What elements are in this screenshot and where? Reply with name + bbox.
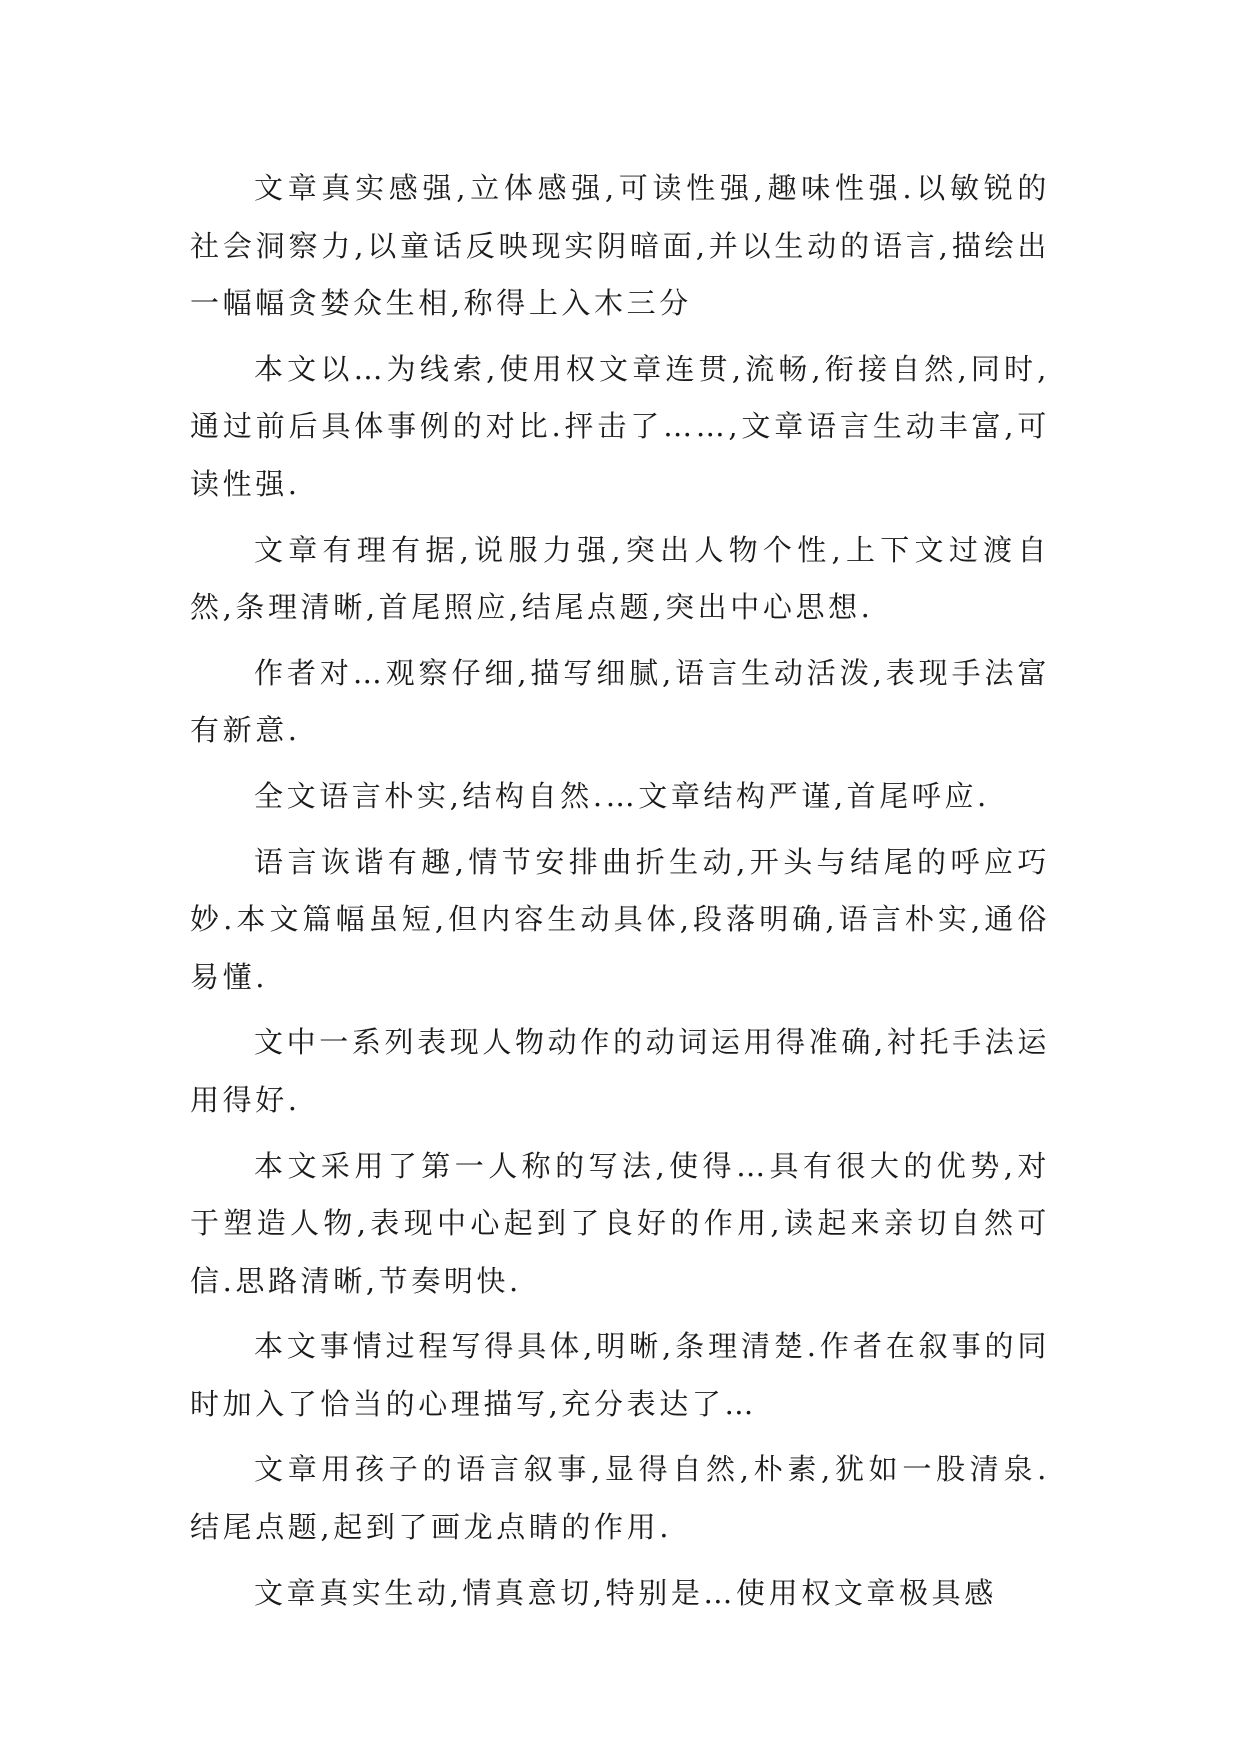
paragraph: 本文以…为线索,使用权文章连贯,流畅,衔接自然,同时,通过前后具体事例的对比.抨击了……,文章语言生动丰富,可读性强. xyxy=(190,351,1050,501)
paragraph: 文章真实生动,情真意切,特别是…使用权文章极具感 xyxy=(254,1575,997,1610)
paragraph: 文中一系列表现人物动作的动词运用得准确,衬托手法运用得好. xyxy=(190,1025,1050,1117)
paragraph: 语言诙谐有趣,情节安排曲折生动,开头与结尾的呼应巧妙.本文篇幅虽短,但内容生动具体,段落明确,语言朴实,通俗易懂. xyxy=(190,844,1050,994)
document-body xyxy=(190,160,1050,1630)
paragraph: 文章真实感强,立体感强,可读性强,趣味性强.以敏锐的社会洞察力,以童话反映现实阴暗面,并以生动的语言,描绘出一幅幅贪婪众生相,称得上入木三分 xyxy=(190,171,1050,321)
paragraph: 文章有理有据,说服力强,突出人物个性,上下文过渡自然,条理清晰,首尾照应,结尾点题,突出中心思想. xyxy=(190,532,1050,625)
paragraph: 文章用孩子的语言叙事,显得自然,朴素,犹如一股清泉.结尾点题,起到了画龙点睛的作用. xyxy=(190,1452,1050,1545)
paragraph: 全文语言朴实,结构自然.…文章结构严谨,首尾呼应. xyxy=(254,778,990,813)
paragraph: 本文事情过程写得具体,明晰,条理清楚.作者在叙事的同时加入了恰当的心理描写,充分表达了… xyxy=(190,1329,1050,1421)
paragraph: 本文采用了第一人称的写法,使得…具有很大的优势,对于塑造人物,表现中心起到了良好的作用,读起来亲切自然可信.思路清晰,节奏明快. xyxy=(190,1148,1050,1298)
paragraph: 作者对…观察仔细,描写细腻,语言生动活泼,表现手法富有新意. xyxy=(190,655,1050,748)
